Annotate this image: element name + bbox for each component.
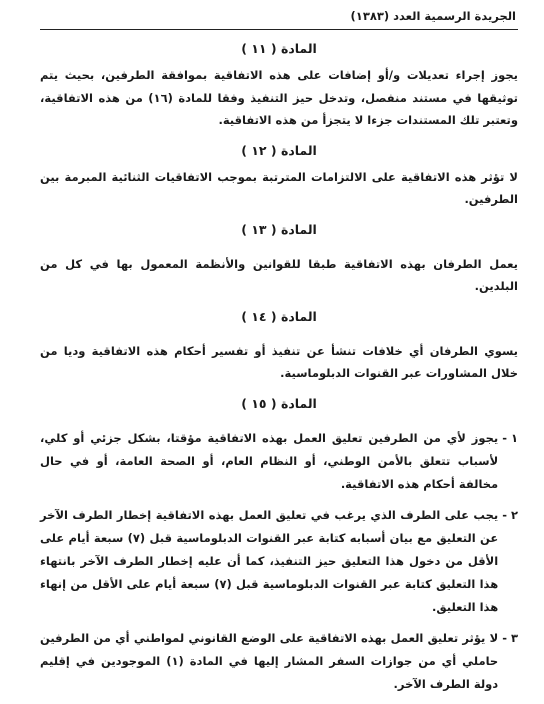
item-text: يجوز لأي من الطرفين تعليق العمل بهذه الاتفاقية مؤقتا، بشكل جزئي أو كلي، لأسباب تتعلق بالأمن الوطني، أو النظام العام، أو الصحة العامة، أو في حال مخالفة أحكام هذه الاتفاقية. <box>40 430 499 491</box>
article-title: المادة ( ١٣ ) <box>241 221 317 237</box>
list-item <box>40 504 518 619</box>
article-14 <box>40 302 518 385</box>
article-title: المادة ( ١٥ ) <box>241 395 317 411</box>
article-11 <box>40 34 518 132</box>
article-paragraph: يسوي الطرفان أي خلافات تنشأ عن تنفيذ أو تفسير أحكام هذه الاتفاقية وديا من خلال المشاورات عبر القنوات الدبلوماسية. <box>40 343 518 380</box>
list-item <box>40 627 518 696</box>
item-number: ٣ - <box>502 630 518 645</box>
article-13 <box>40 215 518 298</box>
article-paragraph: يعمل الطرفان بهذه الاتفاقية طبقا للقوانين والأنظمة المعمول بها في كل من البلدين. <box>40 256 518 293</box>
article-title: المادة ( ١٤ ) <box>241 308 317 324</box>
item-number: ٢ - <box>502 507 518 522</box>
item-text: لا يؤثر تعليق العمل بهذه الاتفاقية على الوضع القانوني لمواطني أي من الطرفين حاملي أي من جوازات السفر المشار إليها في المادة (١) الموجودين في إقليم دولة الطرف الآخر. <box>40 630 499 691</box>
header-rule <box>40 29 518 30</box>
item-number: ١ - <box>502 430 518 445</box>
list-item <box>40 427 518 496</box>
article-paragraph: يجوز إجراء تعديلات و/أو إضافات على هذه الاتفاقية بموافقة الطرفين، بحيث يتم توثيقها في مستند منفصل، وتدخل حيز التنفيذ وفقا للمادة (١٦) من هذه الاتفاقية، وتعتبر تلك المستندات جزءا لا يتجزأ من هذه الاتفاقية. <box>40 68 518 127</box>
article-title: المادة ( ١٢ ) <box>241 142 317 158</box>
running-head: الجريدة الرسمية العدد (١٣٨٣) <box>350 9 516 23</box>
document-page <box>40 6 518 704</box>
article-paragraph: لا تؤثر هذه الاتفاقية على الالتزامات المترتبة بموجب الاتفاقيات الثنائية المبرمة بين الطرفين. <box>40 169 518 206</box>
item-text: يجب على الطرف الذي يرغب في تعليق العمل بهذه الاتفاقية إخطار الطرف الآخر عن التعليق مع بيان أسبابه كتابة عبر القنوات الدبلوماسية قبل (٧) سبعة أيام على الأقل من دخول هذا التعليق حيز التنفيذ، كما أن عليه إخطار الطرف الآخر بانتهاء هذا التعليق كتابة عبر القنوات الدبلوماسية قبل (٧) سبعة أيام على الأقل من إنهاء هذا التعليق. <box>40 507 499 614</box>
article-title: المادة ( ١١ ) <box>241 41 317 56</box>
article-15 <box>40 389 518 696</box>
article-12 <box>40 136 518 211</box>
